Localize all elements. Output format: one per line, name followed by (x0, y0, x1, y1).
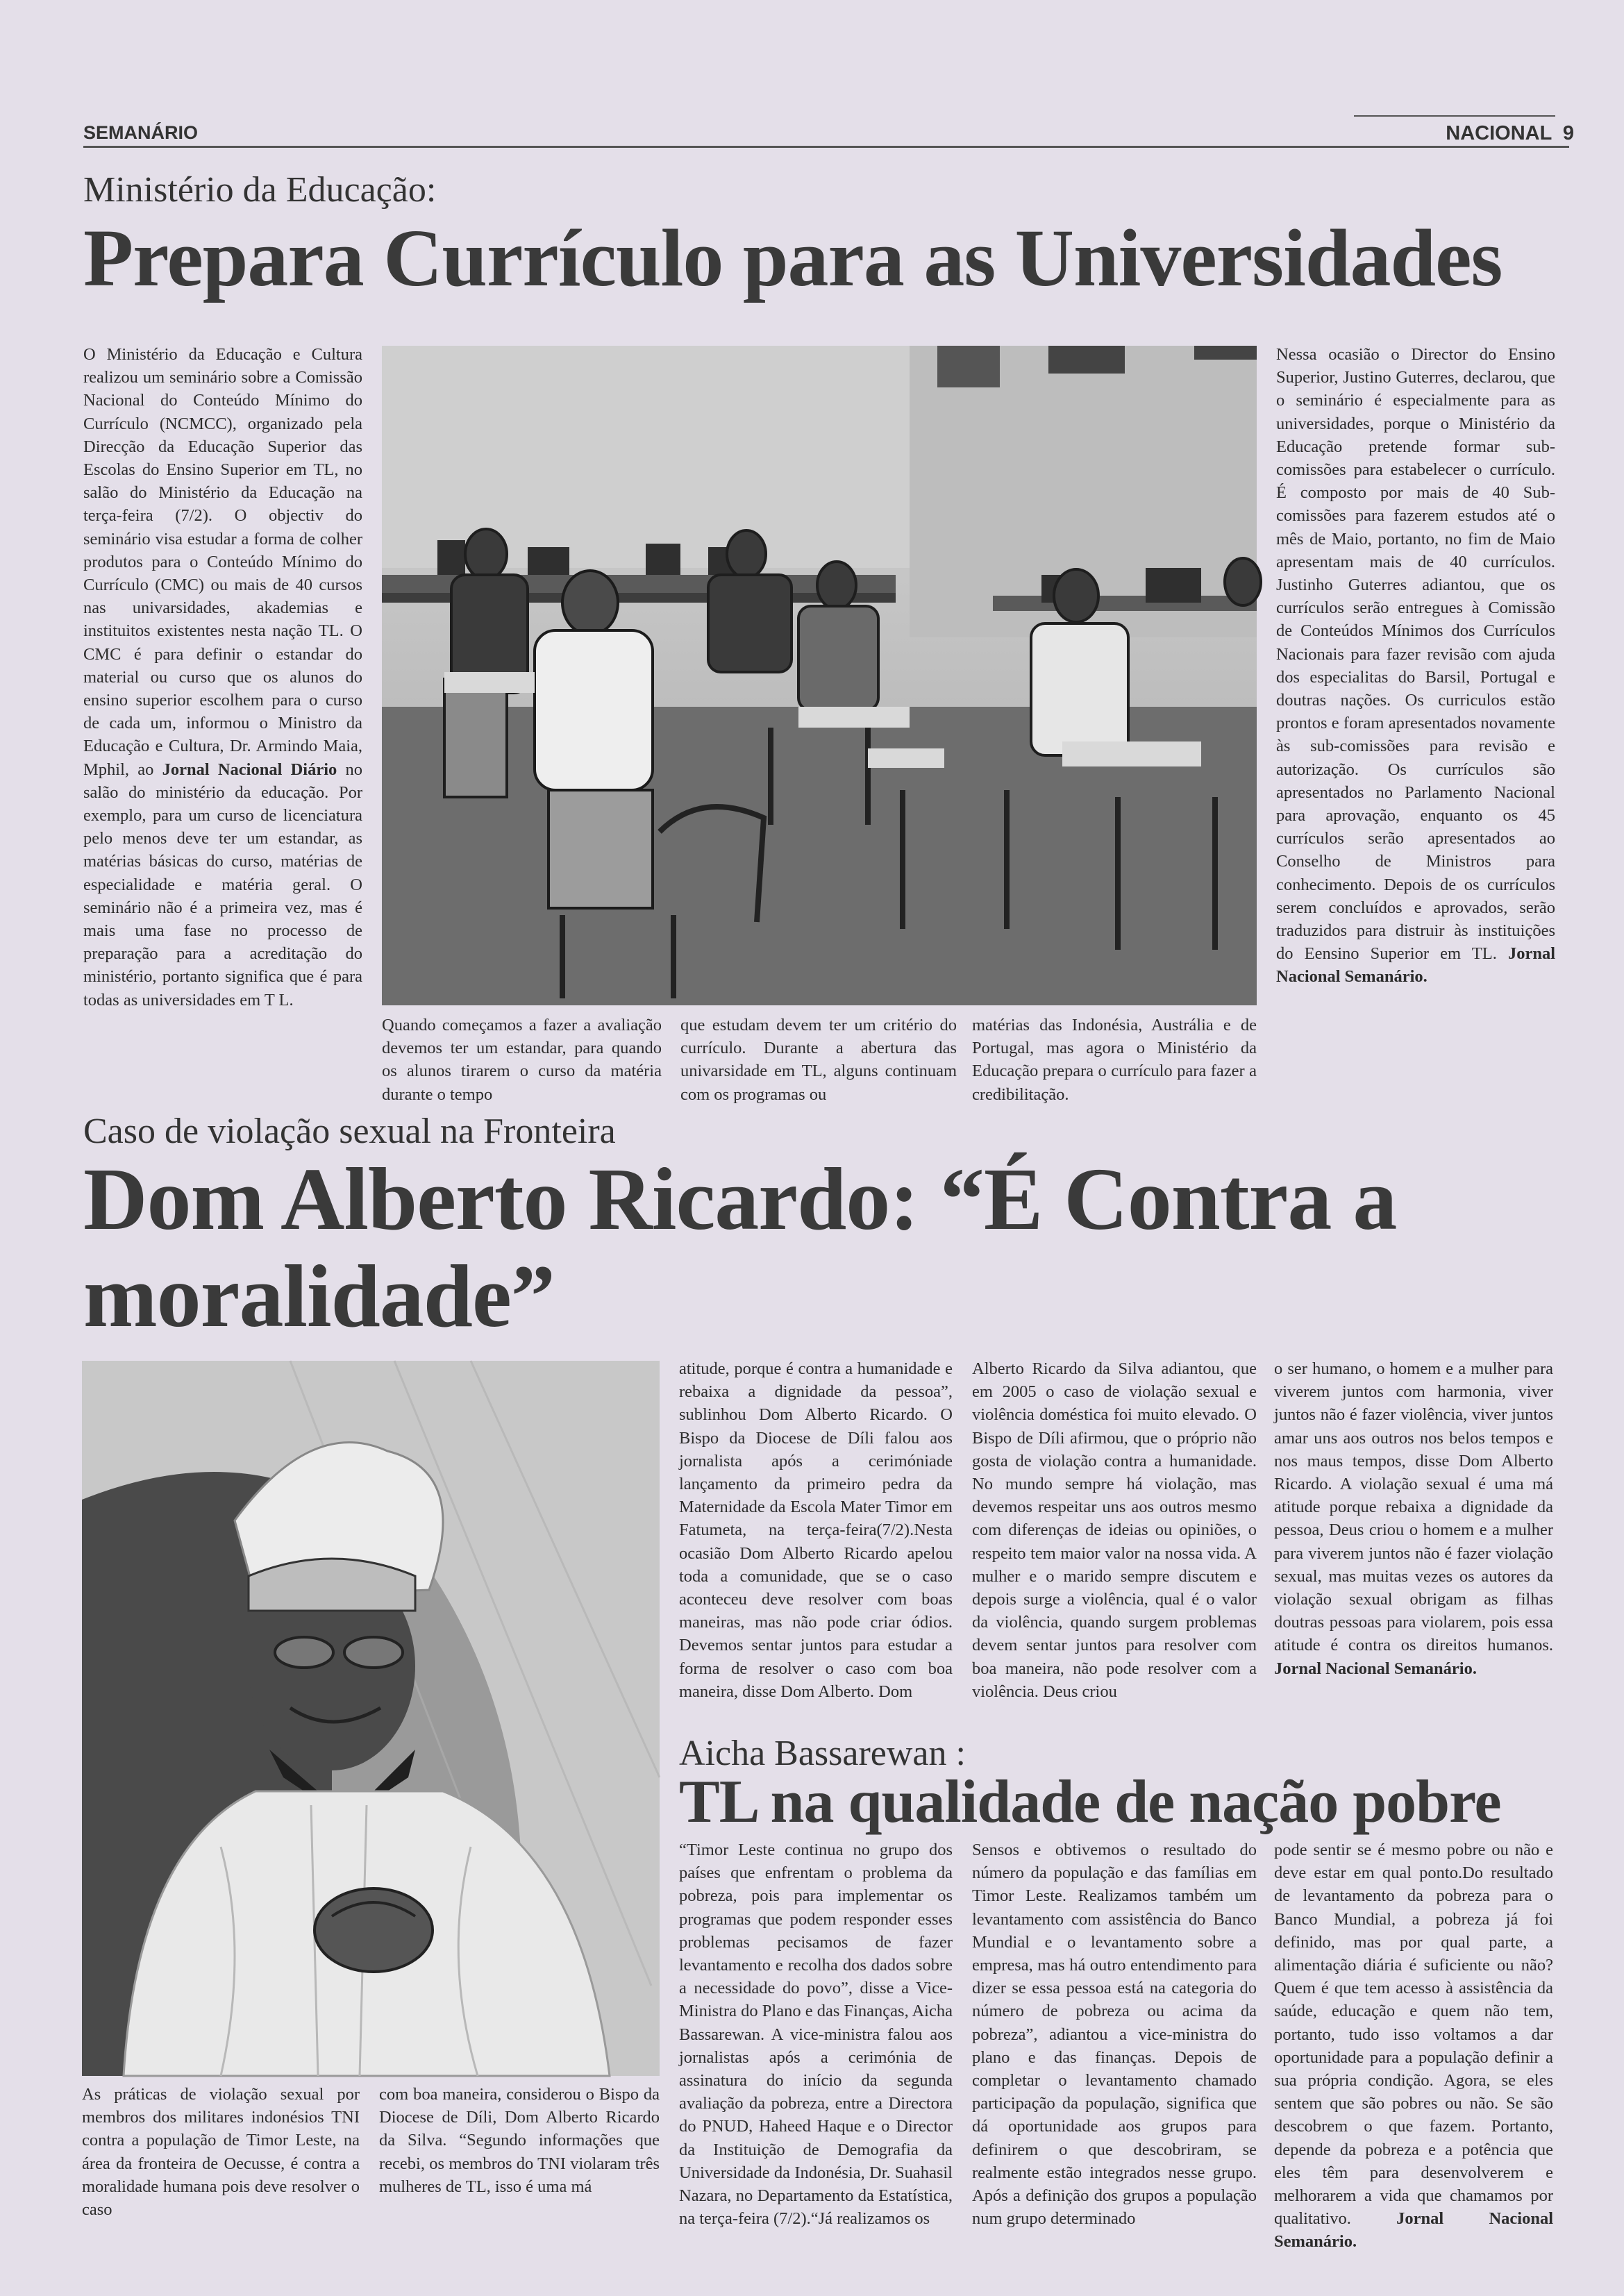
article3-col3-source: Jornal Nacional Semanário. (1274, 2209, 1553, 2252)
article2-headline-line1: Dom Alberto Ricardo: “É Contra a (83, 1150, 1397, 1248)
article1-col1-tail: no salão do ministério da educação. Por exemplo, para um curso de licenciatura pelo menos deve ter um estandar, as matérias básicas do curso, matérias de especialidade e matéria geral. O seminário não é a primeira vez, mas é mais uma fase no processo de preparação para a acreditação do ministério, portanto significa que é para todas as universidades em T L. (83, 760, 363, 1009)
article1-under-photo-3: matérias das Indonésia, Austrália e de Portugal, mas agora o Ministério da Educação prepara o currículo para fazer a credibilitação. (972, 1016, 1257, 1104)
article2-headline-line2: moralidade” (83, 1247, 555, 1346)
article2-column-5 (1274, 1357, 1553, 1729)
article3-column-2: Sensos e obtivemos o resultado do número da população e das famílias em Timor Leste. Realizamos também um levantamento com assistência do Banco Mundial e o levantamento sobre a empresa, mas há outro entendimento para dizer se essa pessoa está na categoria do número de pobreza ou acima da pobreza”, adiantou a vice-ministra do plano e das finanças. Depois de completar o levantamento chamado participação da população, significa que dá oportunidade aos grupos para definirem o que descobriram, se realmente estão integrados nesse grupo. Após a definição dos grupos a população num grupo determinado (972, 1841, 1257, 2229)
article2-column-4: Alberto Ricardo da Silva adiantou, que em 2005 o caso de violação sexual e violência doméstica foi muito elevado. O Bispo de Díli afirmou, que o próprio não gosta de violação contra a humanidade. No mundo sempre há violação, mas devemos respeitar uns aos outros mesmo com diferenças de ideias ou opiniões, o respeito tem maior valor na nossa vida. A mulher e o marido sempre discutem e depois surge a violência, qual é o valor da violência, quando surgem problemas devem sentar juntos para resolver com boa maneira, não pode resolver com a violência. Deus criou (972, 1359, 1257, 1701)
article1-column-5 (1276, 343, 1555, 1110)
article1-col5-source: Jornal Nacional Semanário. (1276, 944, 1556, 987)
article2-kicker: Caso de violação sexual na Fronteira (83, 1112, 616, 1151)
article1-column-1 (83, 343, 362, 1110)
article2-col5-source: Jornal Nacional Semanário. (1274, 1659, 1477, 1678)
masthead-section (1446, 122, 1574, 145)
masthead-divider (1354, 115, 1555, 117)
article2-column-3: atitude, porque é contra a humanidade e rebaixa a dignidade da pessoa”, sublinhou Dom Alberto Ricardo. O Bispo da Diocese de Díli falou aos jornalista após a cerimóniade lançamento da primeiro pedra da Maternidade da Escola Mater Timor em Fatumeta, na terça-feira(7/2).Nesta ocasião Dom Alberto Ricardo apelou toda a comunidade, que se o caso aconteceu deve resolver com boas maneiras, mas não pode criar ódios. Devemos sentar juntos para estudar a forma de resolver o caso com boa maneira, disse Dom Alberto. Dom (679, 1359, 953, 1701)
page-number: 9 (1562, 122, 1574, 144)
article1-under-photo-2: que estudam devem ter um critério do currículo. Durante a abertura das univarsidade em TL, alguns continuam com os programas ou (680, 1016, 957, 1104)
article2-col5-text: o ser humano, o homem e a mulher para viverem juntos com harmonia, viver juntos não é fazer violência, viver juntos amar uns aos outros nos belos tempos e nos maus tempos, disse Dom Alberto Ricardo. A violação sexual é uma má atitude porque rebaixa a dignidade da pessoa, Deus criou o homem e a mulher para viverem juntos não é fazer violação sexual, mas muitas vezes os autores da violação sexual obrigam as filhas doutras pessoas para violarem, pois essa atitude é contra os direitos humanos. (1274, 1359, 1553, 1655)
article3-headline: TL na qualidade de nação pobre (679, 1768, 1501, 1836)
article1-under-photo-1: Quando começamos a fazer a avaliação devemos ter um estandar, para quando os alunos tirarem o curso da matéria durante o tempo (382, 1016, 662, 1104)
article1-col1-source: Jornal Nacional Diário (162, 760, 337, 779)
article3-col3-text: pode sentir se é mesmo pobre ou não e deve estar em qual ponto.Do resultado de levantamento da pobreza para o Banco Mundial, a pobreza já foi definido, mas por qual parte, a alimentação diária é suficiente ou não? Quem é que tem acesso à assistência da saúde, educação e quem não tem, portanto, tudo isso voltamos a dar oportunidade para a população definir a sua própria condição. Agora, se eles sentem que são pobres ou não. Se são descobrem o que fazem. Portanto, depende da pobreza e a potência que eles têm para desenvolverem e melhorarem a vida que chamamos por qualitativo. (1274, 1841, 1553, 2229)
header-rule (83, 146, 1569, 148)
article3-kicker: Aicha Bassarewan : (679, 1734, 966, 1773)
classroom-photo (382, 346, 1257, 1005)
article1-col5-text: Nessa ocasião o Director do Ensino Superior, Justino Guterres, declarou, que o seminário é especialmente para as universidades, porque o Ministério da Educação pretende formar sub-comissões para estabelecer o currículo. É composto por mais de 40 Sub-comissões para fazerem estudos até o mês de Maio, portanto, no fim de Maio apresentam mais de 40 currículos. Justinho Guterres adiantou, que os currículos serão entregues à Comissão de Conteúdos Mínimos dos Currículos Nacionais para fazer revisão com ajuda dos especialitas do Barsil, Portugal e doutras nações. Os curriculos estão prontos e foram apresentados novamente às sub-comissões para revisão e autorização. Os currículos são apresentados no Parlamento Nacional para aprovação, enquanto os 45 currículos serão apresentados ao Conselho de Ministros para conhecimento. Depois de os currículos serem concluídos e aprovados, serão traduzidos para distruir às instituições do Eensino Superior em TL. (1276, 345, 1555, 964)
article2-under-photo-2: com boa maneira, considerou o Bispo da Diocese de Díli, Dom Alberto Ricardo da Silva. “Segundo informações que recebi, os membros do TNI violaram três mulheres de TL, isso é uma má (379, 2085, 660, 2196)
article1-headline: Prepara Currículo para as Universidades (83, 212, 1502, 303)
article1-col1-text: O Ministério da Educação e Cultura realizou um seminário sobre a Comissão Nacional do Conteúdo Mínimo do Currículo (NCMCC), organizado pela Direcção da Educação Superior das Escolas do Ensino Superior em TL, no salão do Ministério da Educação na terça-feira (7/2). O objectiv do seminário visa estudar a forma de colher produtos para o Conteúdo Mínimo do Currículo (CMC) ou mais de 40 cursos nas univarsidades, akademias e instituitos existentes nesta nação TL. O CMC é para definir o estandar do material ou curso que os alunos do ensino superior escolhem para o curso de cada um, informou o Ministro da Educação e Cultura, Dr. Armindo Maia, Mphil, ao (83, 345, 362, 779)
article1-kicker: Ministério da Educação: (83, 170, 437, 210)
article2-under-photo-1: As práticas de violação sexual por membros dos militares indonésios TNI contra a população de Timor Leste, na área da fronteira de Oecusse, é contra a moralidade humana pois deve resolver o caso (82, 2085, 360, 2220)
bishop-photo (82, 1361, 660, 2076)
article3-column-1: “Timor Leste continua no grupo dos países que enfrentam o problema da pobreza, pois para implementar os programas que podem responder esses problemas pecisamos de fazer levantamento e recolha dos dados sobre a necessidade do povo”, disse a Vice-Ministra do Plano e das Finanças, Aicha Bassarewan. A vice-ministra falou aos jornalistas após a cerimónia de assinatura do início da segunda avaliação da pobreza, entre a Directora do PNUD, Haheed Haque e o Director da Instituição de Demografia da Universidade da Indonésia, Dr. Suahasil Nazara, no Departamento da Estatística, na terça-feira (7/2).“Já realizamos os (679, 1841, 953, 2229)
section-name: NACIONAL (1446, 122, 1552, 144)
article3-column-3 (1274, 1838, 1553, 2252)
masthead-paper-name: SEMANÁRIO (83, 122, 199, 143)
